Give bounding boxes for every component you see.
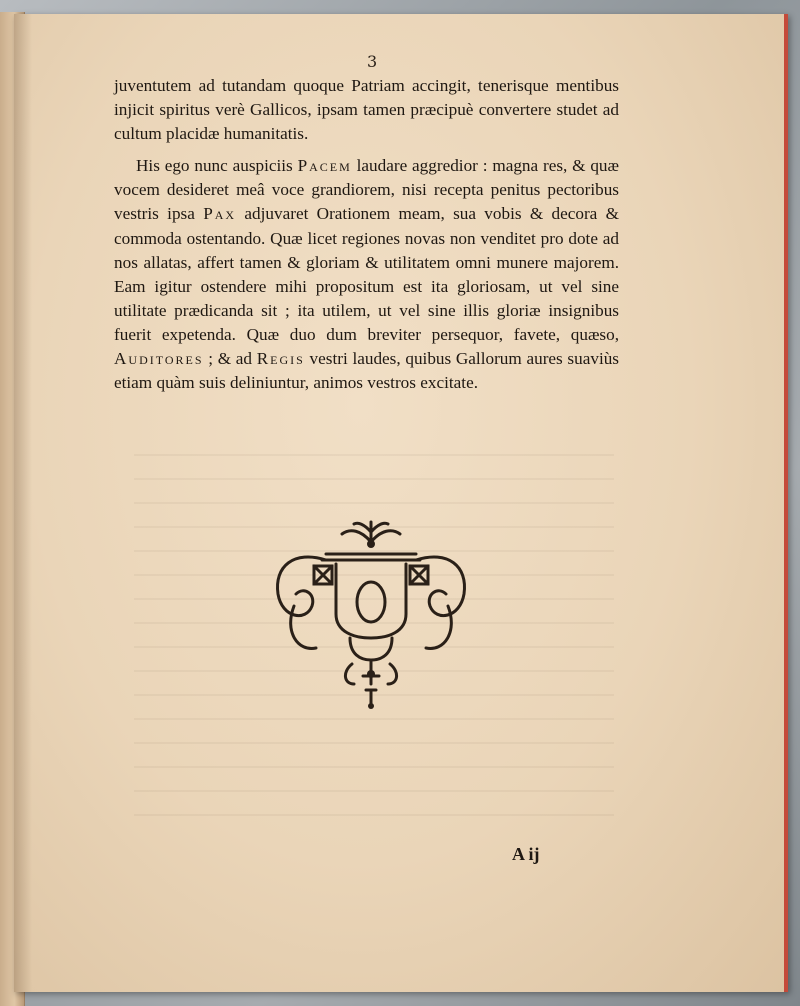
signature-mark: A ij xyxy=(512,844,540,864)
paragraph-2 xyxy=(114,154,619,395)
paragraph-2-text-5: vestri laudes, quibus Gallorum aures suaviùs etiam quàm suis deliniuntur, animos vestros excitate. xyxy=(114,349,619,393)
paragraph-2-text-2: laudare aggredior : magna res, & quæ vocem desideret meâ voce grandiorem, nisi recepta penitus pectoribus vestris ipsa xyxy=(114,156,619,224)
paragraph-1: juventutem ad tutandam quoque Patriam accingit, tenerisque mentibus injicit spiritus verè Gallicos, ipsam tamen præcipuè convertere studet ad cultum placidæ humanitatis. xyxy=(114,76,619,144)
body-text xyxy=(114,74,619,395)
pax-smallcaps: Pax xyxy=(203,204,237,224)
paragraph-2-text-4: ; & ad xyxy=(203,349,257,369)
pacem-smallcaps: Pacem xyxy=(297,156,352,176)
page-number: 3 xyxy=(367,52,378,71)
paragraph-2-text-1: His ego nunc auspiciis xyxy=(136,156,298,176)
book-page xyxy=(14,14,788,992)
regis-smallcaps: Regis xyxy=(256,349,305,369)
paragraph-2-text-3: adjuvaret Orationem meam, sua vobis & decora & commoda ostentando. Quæ licet regiones novas non venditet pro dote ad nos allatas, affert tamen & gloriam & utilitatem omni munere majorem. Eam igitur ostendere mihi propositum est ita gloriosam, ut vel sine utilitate prædicanda sit ; ita utilem, ut vel sine illis gloriæ insignibus fuerit expetenda. Quæ duo dum breviter persequor, favete, quæso, xyxy=(114,204,619,344)
auditores-smallcaps: Auditores xyxy=(114,349,204,369)
ornament-cul-de-lampe-icon xyxy=(264,514,478,714)
